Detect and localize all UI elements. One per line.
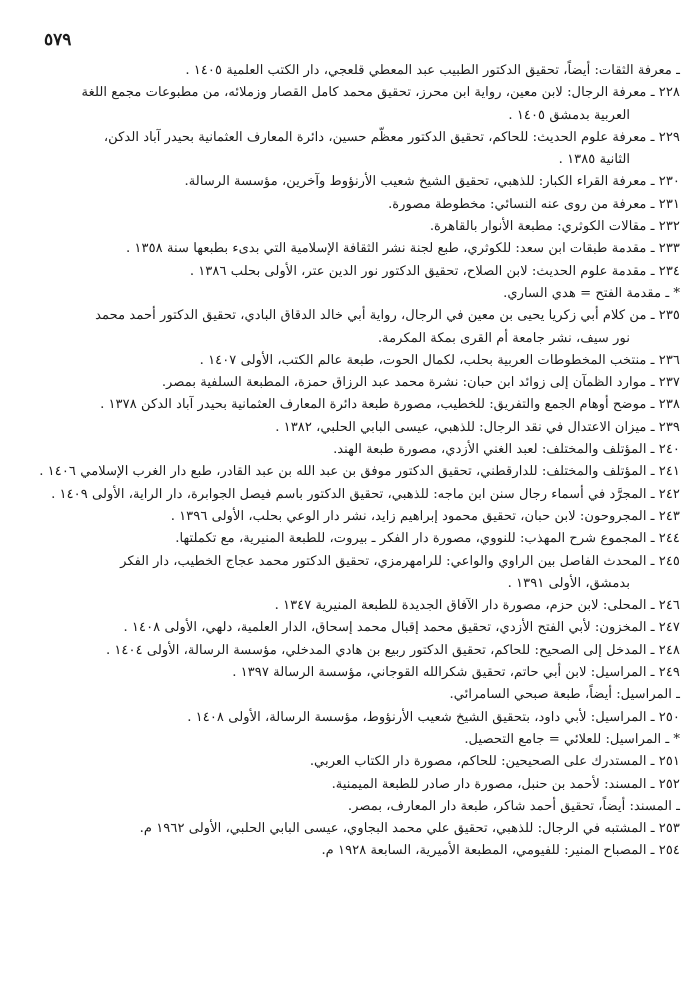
bibliography-entry (22, 194, 680, 216)
entry-text: ٢٣١ ـ معرفة من روى عنه النسائي: مخطوطة مصورة. (388, 196, 680, 212)
entry-text: ٢٤٥ ـ المحدث الفاصل بين الراوي والواعي: للرامهرمزي، تحقيق الدكتور محمد عجاج الخطيب، دار الفكر (120, 553, 680, 569)
entry-text: ٢٣٩ ـ ميزان الاعتدال في نقد الرجال: للذهبي، عيسى البابي الحلبي، ١٣٨٢ . (275, 419, 680, 435)
bibliography-entry (22, 751, 680, 773)
bibliography-entry (22, 394, 680, 416)
bibliography-entry (22, 506, 680, 528)
bibliography-entry (22, 305, 680, 350)
bibliography-entry (22, 82, 680, 127)
entry-text: ـ المسند: أيضاً، تحقيق أحمد شاكر، طبعة دار المعارف، بمصر. (347, 798, 680, 814)
bibliography-entry (22, 840, 680, 862)
entry-text: ٢٣٠ ـ معرفة القراء الكبار: للذهبي، تحقيق الشيخ شعيب الأرنؤوط وآخرين، مؤسسة الرسالة. (184, 174, 680, 190)
entry-continuation: بدمشق، الأولى ١٣٩١ . (507, 575, 630, 591)
bibliography-entry (22, 261, 680, 283)
entry-text: ٢٤٣ ـ المجروحون: لابن حبان، تحقيق محمود إبراهيم زايد، نشر دار الوعي بحلب، الأولى ١٣٩٦ . (170, 508, 680, 524)
bibliography-entry (22, 617, 680, 639)
bibliography-entry (22, 461, 680, 483)
bibliography-entry (22, 662, 680, 684)
bibliography-entry (22, 551, 680, 596)
entry-text: ٢٤٩ ـ المراسيل: لابن أبي حاتم، تحقيق شكرالله القوجاني، مؤسسة الرسالة ١٣٩٧ . (232, 665, 680, 681)
bibliography-entry (22, 417, 680, 439)
entry-text: ٢٣٨ ـ موضح أوهام الجمع والتفريق: للخطيب، مصورة طبعة دائرة المعارف العثمانية بحيدر آباد الدكن ١٣٧٨ . (100, 397, 680, 413)
entry-text: * ـ المراسيل: للعلائي = جامع التحصيل. (464, 731, 680, 747)
entry-text: ٢٤١ ـ المؤتلف والمختلف: للدارقطني، تحقيق الدكتور موفق بن عبد الله بن عبد القادر، طبع دار الغرب الإسلامي ١٤٠٦ . (39, 464, 680, 480)
bibliography-entry (22, 796, 680, 818)
bibliography-entry (22, 774, 680, 796)
entry-continuation: الثانية ١٣٨٥ . (558, 152, 630, 168)
bibliography-entry (22, 818, 680, 840)
entry-text: ٢٤٠ ـ المؤتلف والمختلف: لعبد الغني الأزدي، مصورة طبعة الهند. (333, 442, 680, 458)
bibliography-entry (22, 640, 680, 662)
entry-text: ٢٣٣ ـ مقدمة طبقات ابن سعد: للكوثري، طبع لجنة نشر الثقافة الإسلامية التي بدىء بطبعها سنة ١٣٥٨ . (126, 241, 680, 257)
entry-text: ٢٣٤ ـ مقدمة علوم الحديث: لابن الصلاح، تحقيق الدكتور نور الدين عتر، الأولى بحلب ١٣٨٦ . (189, 263, 680, 279)
entry-text: ـ معرفة الثقات: أيضاً، تحقيق الدكتور الطبيب عبد المعطي قلعجي، دار الكتب العلمية ١٤٠٥ . (185, 63, 680, 78)
bibliography-entry (22, 595, 680, 617)
entry-text: ٢٣٢ ـ مقالات الكوثري: مطبعة الأنوار بالقاهرة. (429, 219, 680, 235)
entry-text: ٢٣٥ ـ من كلام أبي زكريا يحيى بن معين في الرجال، رواية أبي خالد الدقاق البادي، تحقيق الدكتور أحمد محمد (95, 308, 680, 324)
entry-text: ٢٤٨ ـ المدخل إلى الصحيح: للحاكم، تحقيق الدكتور ربيع بن هادي المدخلي، مؤسسة الرسالة، الأولى ١٤٠٤ . (105, 642, 680, 658)
bibliography-entry (22, 350, 680, 372)
entry-text: ٢٤٦ ـ المحلى: لابن حزم، مصورة دار الآفاق الجديدة للطبعة المنيرية ١٣٤٧ . (274, 598, 680, 614)
bibliography-entry (22, 372, 680, 394)
entry-continuation: نور سيف، نشر جامعة أم القرى بمكة المكرمة. (377, 330, 630, 346)
bibliography-list (22, 60, 680, 863)
bibliography-entry (22, 484, 680, 506)
entry-text: ٢٢٨ ـ معرفة الرجال: لابن معين، رواية ابن محرز، تحقيق محمد كامل القصار وزملائه، من مطبوعات مجمع اللغة (81, 85, 680, 101)
entry-text: ٢٤٢ ـ المجرَّد في أسماء رجال سنن ابن ماجه: للذهبي، تحقيق الدكتور باسم فيصل الجوابرة، دار الراية، الأولى ١٤٠٩ . (51, 486, 680, 502)
bibliography-entry (22, 171, 680, 193)
entry-text: ٢٤٤ ـ المجموع شرح المهذب: للنووي، مصورة دار الفكر ـ بيروت، للطبعة المنيرية، مع تكملتها. (175, 531, 680, 547)
entry-text: ٢٣٦ ـ منتخب المخطوطات العربية بحلب، لكمال الحوت، طبعة عالم الكتب، الأولى ١٤٠٧ . (199, 352, 680, 368)
entry-text: * ـ مقدمة الفتح = هدي الساري. (503, 285, 680, 301)
bibliography-entry (22, 528, 680, 550)
page-number: ٥٧٩ (44, 30, 72, 50)
bibliography-entry (22, 60, 680, 82)
bibliography-entry (22, 283, 680, 305)
bibliography-entry (22, 439, 680, 461)
entry-text: ٢٥٤ ـ المصباح المنير: للفيومي، المطبعة الأميرية، السابعة ١٩٢٨ م. (321, 843, 680, 859)
entry-text: ٢٥٣ ـ المشتبه في الرجال: للذهبي، تحقيق علي محمد البجاوي، عيسى البابي الحلبي، الأولى ١٩٦٢ م. (139, 821, 680, 837)
entry-continuation: العربية بدمشق ١٤٠٥ . (508, 107, 630, 123)
bibliography-entry (22, 127, 680, 172)
bibliography-entry (22, 238, 680, 260)
bibliography-entry (22, 707, 680, 729)
bibliography-entry (22, 216, 680, 238)
entry-text: ٢٥٠ ـ المراسيل: لأبي داود، بتحقيق الشيخ شعيب الأرنؤوط، مؤسسة الرسالة، الأولى ١٤٠٨ . (187, 709, 680, 725)
entry-text: ٢٥٢ ـ المسند: لأحمد بن حنبل، مصورة دار صادر للطبعة الميمنية. (331, 776, 680, 792)
entry-text: ٢٢٩ ـ معرفة علوم الحديث: للحاكم، تحقيق الدكتور معظّم حسين، دائرة المعارف العثمانية بحيدر آباد الدكن، (103, 129, 680, 145)
entry-text: ـ المراسيل: أيضاً، طبعة صبحي السامرائي. (449, 687, 680, 703)
entry-text: ٢٤٧ ـ المخزون: لأبي الفتح الأزدي، تحقيق محمد إقبال محمد إسحاق، الدار العلمية، دلهي، الأولى ١٤٠٨ . (123, 620, 680, 636)
bibliography-entry (22, 729, 680, 751)
entry-text: ٢٥١ ـ المستدرك على الصحيحين: للحاكم، مصورة دار الكتاب العربي. (309, 754, 680, 770)
entry-text: ٢٣٧ ـ موارد الظمآن إلى زوائد ابن حبان: نشرة محمد عبد الرزاق حمزة، المطبعة السلفية بمصر. (161, 375, 680, 391)
bibliography-entry (22, 684, 680, 706)
